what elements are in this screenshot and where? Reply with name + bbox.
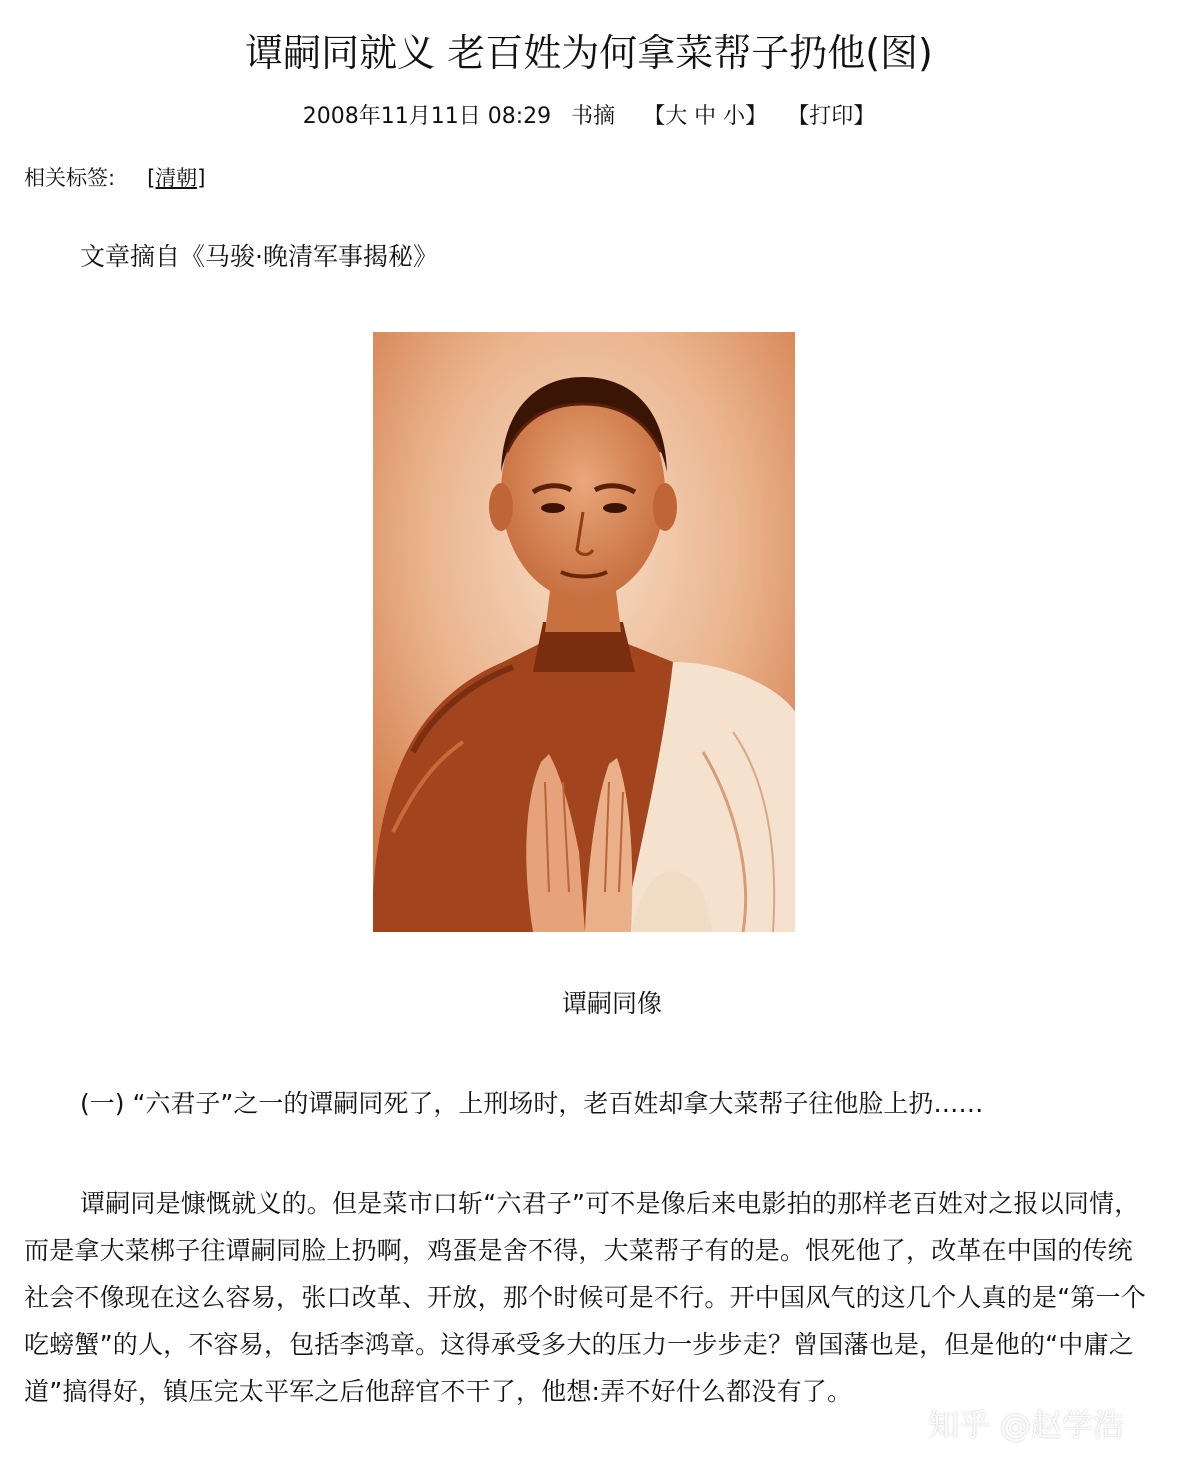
font-size-control[interactable]: 【大 中 小】 bbox=[643, 104, 768, 129]
zhihu-watermark: 知乎 @赵学浩 bbox=[928, 1408, 1124, 1444]
related-tags bbox=[24, 162, 205, 194]
article-title: 谭嗣同就义 老百姓为何拿菜帮子扔他(图) bbox=[245, 31, 933, 75]
tags-label: 相关标签: bbox=[24, 166, 116, 190]
portrait-image bbox=[373, 332, 795, 932]
publish-date: 2008年11月11日 08:29 bbox=[302, 104, 552, 129]
tag-link-qing-dynasty[interactable]: [清朝] bbox=[147, 166, 206, 190]
article-source: 书摘 bbox=[571, 104, 616, 129]
image-caption: 谭嗣同像 bbox=[561, 989, 662, 1018]
section-subheading: (一) “六君子”之一的谭嗣同死了，上刑场时，老百姓却拿大菜帮子往他脸上扔…… bbox=[80, 1089, 984, 1118]
excerpt-source: 文章摘自《马骏·晚清军事揭秘》 bbox=[80, 242, 438, 271]
print-link[interactable]: 【打印】 bbox=[787, 104, 876, 129]
article-meta bbox=[0, 100, 1178, 134]
article-paragraph: 谭嗣同是慷慨就义的。但是菜市口斩“六君子”可不是像后来电影拍的那样老百姓对之报以同情，而是拿大菜梆子往谭嗣同脸上扔啊，鸡蛋是舍不得，大菜帮子有的是。恨死他了，改革在中国的传统社会不像现在这么容易，张口改革、开放，那个时候可是不行。开中国风气的这几个人真的是“第一个吃螃蟹”的人，不容易，包括李鸿章。这得承受多大的压力一步步走？曾国藩也是，但是他的“中庸之道”搞得好，镇压完太平军之后他辞官不干了，他想:弄不好什么都没有了。 bbox=[24, 1189, 1146, 1406]
